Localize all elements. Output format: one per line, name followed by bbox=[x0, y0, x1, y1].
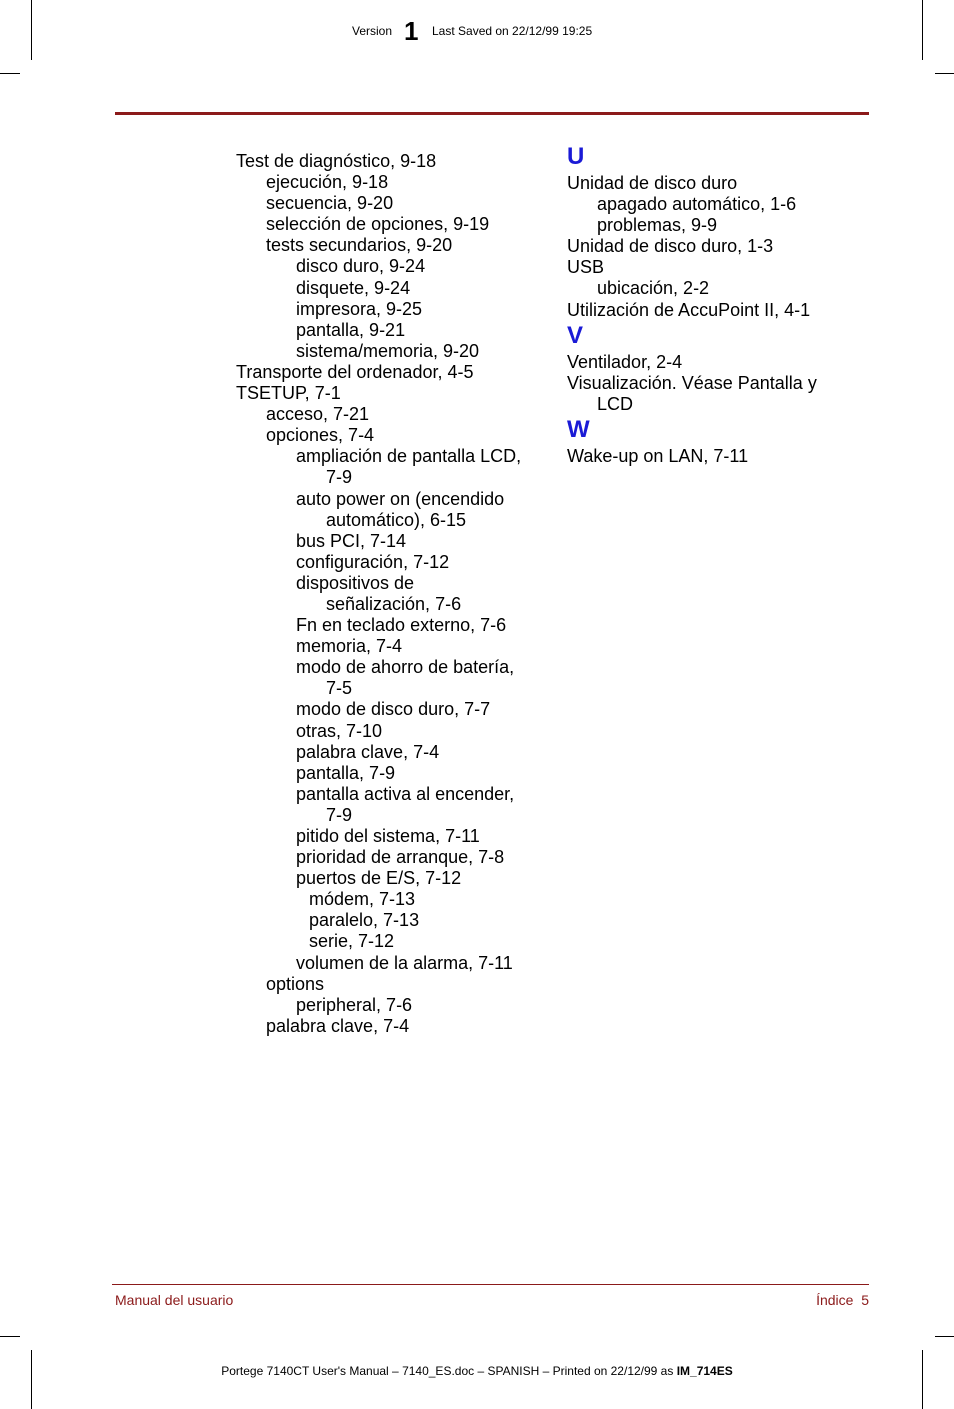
index-entry-text: volumen de la alarma, 7-11 bbox=[296, 952, 513, 973]
crop-mark bbox=[935, 73, 954, 74]
index-entry-text: palabra clave, 7-4 bbox=[266, 1015, 410, 1036]
index-entry bbox=[236, 552, 546, 573]
index-entry-text: TSETUP, 7-1 bbox=[236, 383, 341, 404]
index-entry-text: Transporte del ordenador, 4-5 bbox=[236, 361, 474, 382]
index-entry bbox=[236, 320, 546, 341]
index-entry-text: USB bbox=[567, 257, 605, 278]
index-entry bbox=[236, 299, 546, 320]
index-entry bbox=[236, 721, 546, 742]
index-entry-text: auto power on (encendido bbox=[296, 488, 505, 509]
index-entry bbox=[567, 257, 857, 278]
index-entry-text: prioridad de arranque, 7-8 bbox=[296, 847, 505, 868]
index-entry bbox=[236, 657, 546, 678]
index-entry bbox=[236, 868, 546, 889]
index-entry bbox=[567, 300, 857, 321]
index-entry-continuation: LCD bbox=[597, 393, 634, 414]
index-letter-heading: U bbox=[567, 143, 585, 170]
index-entry bbox=[236, 383, 546, 404]
index-entry-text: configuración, 7-12 bbox=[296, 551, 450, 572]
index-entry bbox=[236, 931, 546, 952]
index-entry-continuation: señalización, 7-6 bbox=[326, 593, 462, 614]
index-entry bbox=[567, 236, 857, 257]
index-entry-text: pantalla, 9-21 bbox=[296, 319, 406, 340]
index-entry-text: bus PCI, 7-14 bbox=[296, 530, 407, 551]
index-entry-text: Fn en teclado externo, 7-6 bbox=[296, 615, 507, 636]
index-entry bbox=[236, 446, 546, 467]
index-entry-text: Test de diagnóstico, 9-18 bbox=[236, 151, 437, 171]
index-entry bbox=[236, 256, 546, 277]
index-entry-text: disquete, 9-24 bbox=[296, 277, 411, 298]
index-entry-text: apagado automático, 1-6 bbox=[597, 194, 797, 215]
index-entry-text: Utilización de AccuPoint II, 4-1 bbox=[567, 299, 811, 320]
print-info bbox=[0, 1364, 954, 1378]
index-entry-text: modo de ahorro de batería, bbox=[296, 657, 515, 678]
index-entry bbox=[567, 373, 857, 394]
index-entry bbox=[236, 1016, 546, 1037]
index-entry-text: opciones, 7-4 bbox=[266, 425, 375, 446]
index-entry-text: tests secundarios, 9-20 bbox=[266, 235, 453, 256]
crop-mark bbox=[922, 1350, 923, 1409]
index-entry-text: ejecución, 9-18 bbox=[266, 172, 389, 193]
index-entry-text: selección de opciones, 9-19 bbox=[266, 214, 490, 235]
index-entry-text: dispositivos de bbox=[296, 572, 415, 593]
footer-rule bbox=[112, 1284, 869, 1285]
footer-title: Manual del usuario bbox=[115, 1292, 234, 1308]
index-entry-text: ampliación de pantalla LCD, bbox=[296, 446, 522, 467]
index-entry bbox=[236, 910, 546, 931]
index-entry-text: Wake-up on LAN, 7-11 bbox=[567, 445, 749, 466]
index-letter-heading: W bbox=[567, 415, 590, 443]
version-number: 1 bbox=[404, 16, 419, 46]
index-letter-heading: V bbox=[567, 321, 584, 349]
index-entry-text: módem, 7-13 bbox=[309, 889, 416, 910]
index-entry bbox=[236, 489, 546, 510]
index-entry bbox=[236, 362, 546, 383]
index-column-right bbox=[567, 144, 857, 467]
last-saved: Last Saved on 22/12/99 19:25 bbox=[432, 24, 593, 38]
index-entry bbox=[236, 425, 546, 446]
index-entry bbox=[236, 172, 546, 193]
index-entry bbox=[567, 278, 857, 299]
index-entry bbox=[236, 995, 546, 1016]
index-entry-text: Unidad de disco duro bbox=[567, 173, 738, 193]
crop-mark bbox=[0, 1336, 20, 1337]
index-entry-text: disco duro, 9-24 bbox=[296, 256, 426, 277]
index-entry-continuation: 7-9 bbox=[326, 467, 353, 488]
crop-mark bbox=[31, 1350, 32, 1409]
index-entry-text: secuencia, 9-20 bbox=[266, 193, 394, 214]
index-entry bbox=[236, 953, 546, 974]
index-entry-text: pantalla activa al encender, bbox=[296, 783, 515, 804]
index-entry bbox=[236, 404, 546, 425]
version-header bbox=[0, 18, 954, 48]
index-entry bbox=[236, 742, 546, 763]
index-entry bbox=[236, 784, 546, 805]
index-entry-text: peripheral, 7-6 bbox=[296, 994, 413, 1015]
index-entry bbox=[236, 151, 546, 172]
index-entry-continuation: 7-5 bbox=[326, 678, 353, 699]
index-entry bbox=[236, 235, 546, 256]
index-entry bbox=[236, 278, 546, 299]
index-entry bbox=[236, 531, 546, 552]
index-entry bbox=[236, 636, 546, 657]
index-entry bbox=[236, 341, 546, 362]
index-column-left bbox=[236, 151, 546, 1037]
index-entry bbox=[236, 763, 546, 784]
crop-mark bbox=[935, 1336, 954, 1337]
crop-mark bbox=[0, 73, 20, 74]
index-entry-text: modo de disco duro, 7-7 bbox=[296, 699, 491, 720]
index-entry-text: serie, 7-12 bbox=[309, 931, 395, 952]
index-entry bbox=[236, 699, 546, 720]
header-rule bbox=[115, 112, 869, 115]
version-label: Version bbox=[352, 24, 393, 38]
index-entry-text: options bbox=[266, 973, 325, 994]
index-entry bbox=[236, 193, 546, 214]
index-entry bbox=[567, 352, 857, 373]
index-entry-text: ubicación, 2-2 bbox=[597, 278, 710, 299]
index-entry bbox=[567, 215, 857, 236]
index-entry bbox=[236, 889, 546, 910]
index-entry-text: otras, 7-10 bbox=[296, 720, 383, 741]
index-entry-text: problemas, 9-9 bbox=[597, 215, 718, 236]
index-entry bbox=[567, 446, 857, 467]
index-entry-text: Unidad de disco duro, 1-3 bbox=[567, 236, 774, 257]
index-entry-text: impresora, 9-25 bbox=[296, 298, 423, 319]
index-entry-text: puertos de E/S, 7-12 bbox=[296, 868, 462, 889]
index-entry bbox=[567, 194, 857, 215]
index-entry-text: pantalla, 7-9 bbox=[296, 762, 396, 783]
footer-page: Índice 5 bbox=[816, 1292, 869, 1308]
index-entry bbox=[236, 615, 546, 636]
index-entry-continuation: 7-9 bbox=[326, 804, 353, 825]
index-entry bbox=[236, 826, 546, 847]
index-entry-text: paralelo, 7-13 bbox=[309, 910, 420, 931]
index-entry-text: memoria, 7-4 bbox=[296, 636, 403, 657]
index-entry-continuation: automático), 6-15 bbox=[326, 509, 467, 530]
index-entry-text: palabra clave, 7-4 bbox=[296, 741, 440, 762]
index-entry-text: acceso, 7-21 bbox=[266, 404, 370, 425]
index-entry-text: Visualización. Véase Pantalla y bbox=[567, 372, 817, 393]
index-entry-text: Ventilador, 2-4 bbox=[567, 351, 683, 372]
print-info-text: Portege 7140CT User's Manual – 7140_ES.doc – SPANISH – Printed on 22/12/99 as bbox=[221, 1364, 677, 1378]
index-entry bbox=[236, 847, 546, 868]
index-entry bbox=[236, 573, 546, 594]
index-entry-text: sistema/memoria, 9-20 bbox=[296, 340, 480, 361]
index-entry-text: pitido del sistema, 7-11 bbox=[296, 826, 480, 846]
index-entry bbox=[236, 974, 546, 995]
index-entry bbox=[567, 173, 857, 194]
index-entry bbox=[236, 214, 546, 235]
print-info-code: IM_714ES bbox=[676, 1364, 733, 1378]
